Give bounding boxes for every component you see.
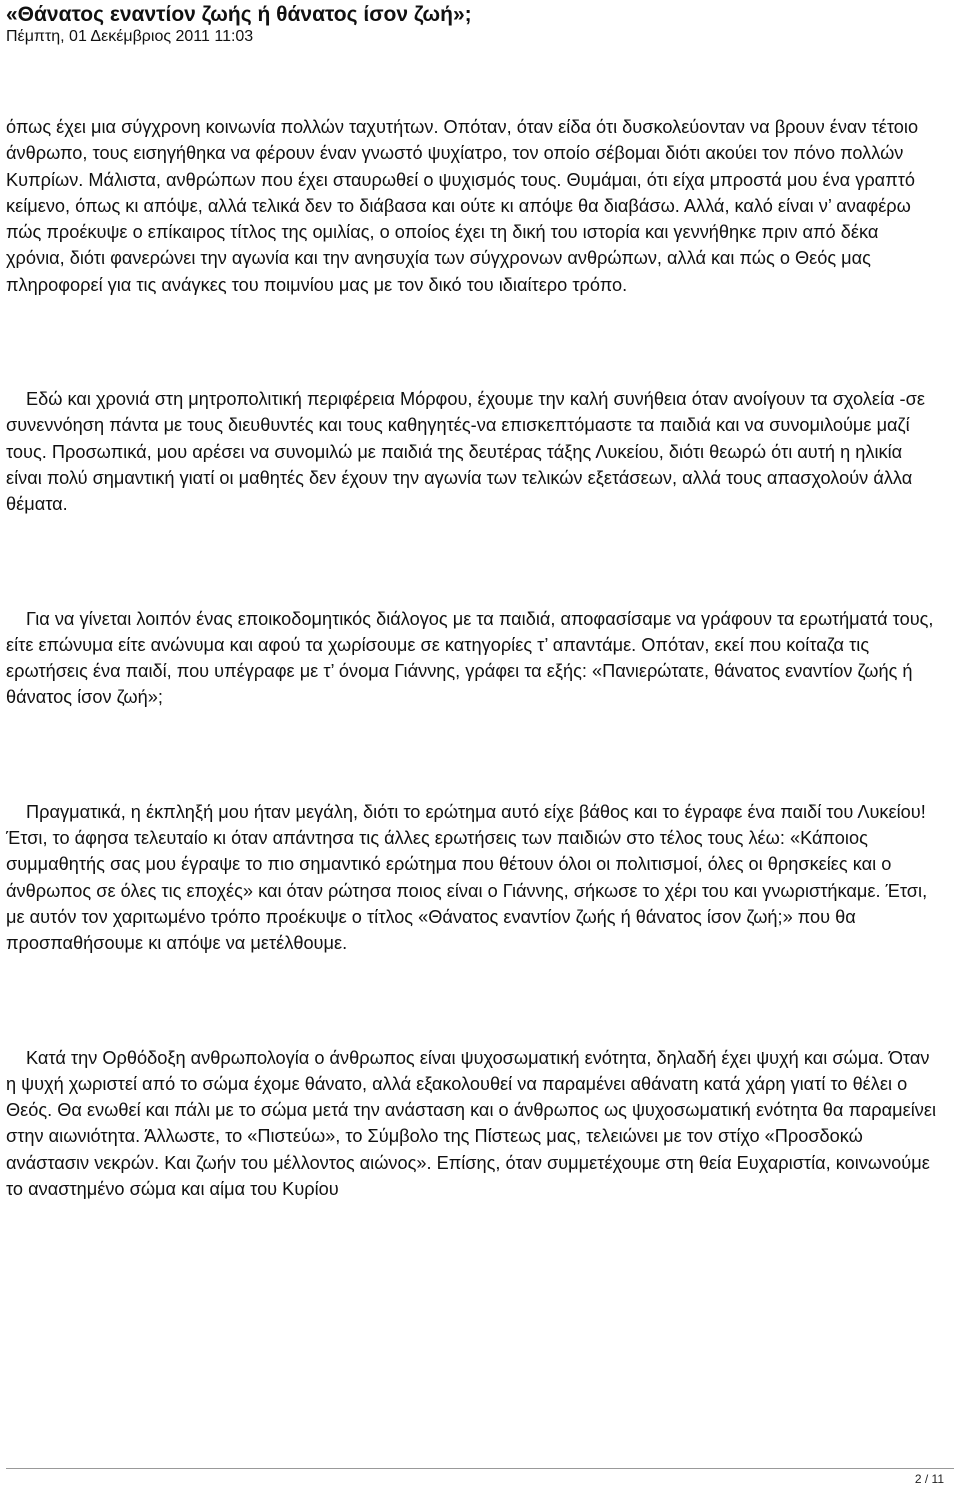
article-body [6,114,941,1202]
document-date: Πέμπτη, 01 Δεκέμβριος 2011 11:03 [6,28,254,45]
paragraph: Εδώ και χρονιά στη μητροπολιτική περιφέρεια Μόρφου, έχουμε την καλή συνήθεια όταν ανοίγουν τα σχολεία -σε συνεννόηση πάντα με τους διευθυντές και τους καθηγητές-να επισκεπτόμαστε τα παιδιά και να συνομιλούμε μαζί τους. Προσωπικά, μου αρέσει να συνομιλώ με παιδιά της δευτέρας τάξης Λυκείου, διότι θεωρώ ότι αυτή η ηλικία είναι πολύ σημαντική γιατί οι μαθητές δεν έχουν την αγωνία των τελικών εξετάσεων, αλλά τους απασχολούν άλλα θέματα. [6,389,925,515]
document-header [6,2,954,46]
paragraph: Για να γίνεται λοιπόν ένας εποικοδομητικός διάλογος με τα παιδιά, αποφασίσαμε να γράφουν τα ερωτήματά τους, είτε επώνυμα είτε ανώνυμα και αφού τα χωρίσουμε σε κατηγορίες τ’ απαντάμε. Οπόταν, εκεί που κοίταζα τις ερωτήσεις ένα παιδί, που υπέγραφε με τ’ όνομα Γιάννης, γράφει τα εξής: «Πανιερώτατε, θάνατος εναντίον ζωής ή θάνατος ίσον ζωή»; [6,608,934,708]
page-footer [6,1468,954,1489]
paragraph: Πραγματικά, η έκπληξή μου ήταν μεγάλη, διότι το ερώτημα αυτό είχε βάθος και το έγραφε ένα παιδί του Λυκείου! Έτσι, το άφησα τελευταίο κι όταν απάντησα τις άλλες ερωτήσεις των παιδιών στο τέλος τους λέω: «Κάποιος συμμαθητής σας μου έγραψε το πιο σημαντικό ερώτημα που θέτουν όλοι οι πολιτισμοί, όλες οι θρησκείες και ο άνθρωπος σε όλες τις εποχές» και όταν ρώτησα ποιος είναι ο Γιάννης, σήκωσε το χέρι του και γνωριστήκαμε. Έτσι, με αυτόν τον χαριτωμένο τρόπο προέκυψε ο τίτλος «Θάνατος εναντίον ζωής ή θάνατος ίσον ζωή;» που θα προσπαθήσουμε κι απόψε να μετέλθουμε. [6,801,928,954]
paragraph: όπως έχει μια σύγχρονη κοινωνία πολλών ταχυτήτων. Οπόταν, όταν είδα ότι δυσκολεύονταν να βρουν έναν τέτοιο άνθρωπο, τους εισηγήθηκα να φέρουν έναν γνωστό ψυχίατρο, τον οποίο σέβομαι διότι ακούει τον πόνο πολλών Κυπρίων. Μάλιστα, ανθρώπων που έχει σταυρωθεί ο ψυχισμός τους. Θυμάμαι, ότι είχα μπροστά μου ένα γραπτό κείμενο, όπως κι απόψε, αλλά τελικά δεν το διάβασα και ούτε κι απόψε θα διαβάσω. Αλλά, καλό είναι ν’ αναφέρω πώς προέκυψε ο επίκαιρος τίτλος της ομιλίας, ο οποίος έχει τη δική του ιστορία και γεννήθηκε πριν από δέκα χρόνια, διότι φανερώνει την αγωνία και την ανησυχία των σύγχρονων ανθρώπων, αλλά και πώς ο Θεός μας πληροφορεί για τις ανάγκες του ποιμνίου μας με τον δικό του ιδιαίτερο τρόπο. [6,117,919,295]
page-number: 2 / 11 [914,1472,944,1486]
document-title: «Θάνατος εναντίον ζωής ή θάνατος ίσον ζωή»; [6,3,472,26]
paragraph: Κατά την Ορθόδοξη ανθρωπολογία ο άνθρωπος είναι ψυχοσωματική ενότητα, δηλαδή έχει ψυχή και σώμα. Όταν η ψυχή χωριστεί από το σώμα έχομε θάνατο, αλλά εξακολουθεί να παραμένει αθάνατη κατά χάρη γιατί το θέλει ο Θεός. Θα ενωθεί και πάλι με το σώμα μετά την ανάσταση και ο άνθρωπος ως ψυχοσωματική ενότητα θα παραμείνει στην αιωνιότητα. Άλλωστε, το «Πιστεύω», το Σύμβολο της Πίστεως μας, τελειώνει με τον στίχο «Προσδοκώ ανάστασιν νεκρών. Και ζωήν του μέλλοντος αιώνος». Επίσης, όταν συμμετέχουμε στη θεία Ευχαριστία, κοινωνούμε το αναστημένο σώμα και αίμα του Κυρίου [6,1047,937,1200]
